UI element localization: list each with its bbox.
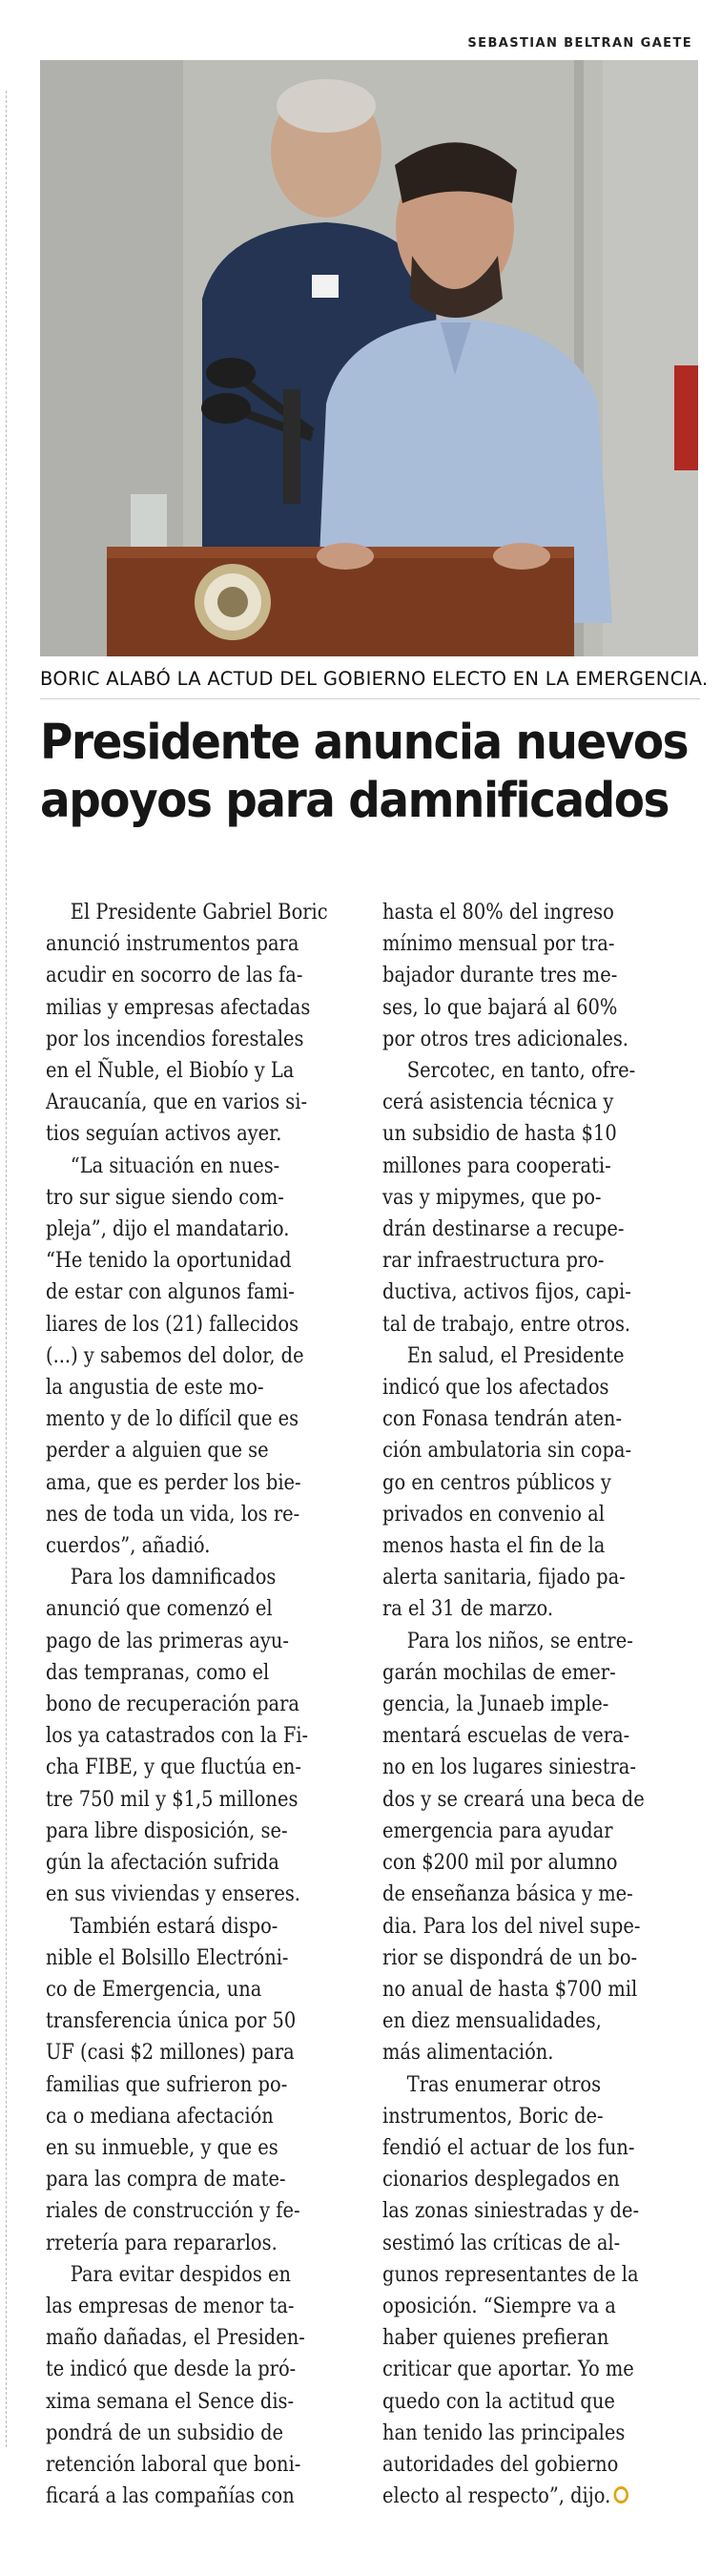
text-line: pondrá de un subsidio de: [46, 2420, 284, 2445]
text-line: haber quienes prefieran: [382, 2325, 609, 2351]
text-line: de estar con algunos fami-: [46, 1279, 295, 1305]
text-line: drán destinarse a recupe-: [382, 1216, 625, 1242]
text-line: “He tenido la oportunidad: [46, 1248, 292, 1274]
text-line: criticar que aportar. Yo me: [382, 2357, 634, 2382]
text-line: mento y de lo difícil que es: [46, 1406, 299, 1432]
text-line: nes de toda un vida, los re-: [46, 1501, 300, 1527]
text-line-last: [382, 2481, 643, 2512]
text-line: cuerdos”, añadió.: [46, 1533, 211, 1559]
text-line: ción ambulatoria sin copa-: [382, 1438, 632, 1464]
text-line: tal de trabajo, entre otros.: [382, 1311, 631, 1337]
text-line: autoridades del gobierno: [382, 2451, 619, 2477]
closing-text: electo al respecto”, dijo.: [382, 2483, 611, 2509]
text-line: rior se dispondrá de un bo-: [382, 1944, 638, 1970]
text-line: bajador durante tres me-: [382, 963, 618, 988]
text-line: retención laboral que boni-: [46, 2451, 301, 2477]
text-line: cerá asistencia técnica y: [382, 1090, 614, 1115]
text-line: menos hasta el fin de la: [382, 1533, 606, 1559]
text-line: liares de los (21) fallecidos: [46, 1311, 299, 1337]
text-line: dia. Para los del nivel supe-: [382, 1913, 641, 1939]
text-line: anunció que comenzó el: [46, 1596, 273, 1622]
text-line: tro sur sigue siendo com-: [46, 1184, 284, 1210]
text-line: por otros tres adicionales.: [382, 1026, 628, 1051]
text-line: Para los niños, se entre-: [406, 1628, 633, 1653]
text-line: la angustia de este mo-: [46, 1375, 264, 1401]
text-line: go en centros públicos y: [382, 1469, 611, 1495]
text-line: tre 750 mil y $1,5 millones: [46, 1786, 299, 1812]
text-line: ca o mediana afectación: [46, 2103, 274, 2129]
text-line: cha FIBE, y que fluctúa en-: [46, 1755, 301, 1780]
text-line: (...) y sabemos del dolor, de: [46, 1342, 304, 1368]
text-line: fendió el actuar de los fun-: [382, 2134, 635, 2160]
text-line: oposición. “Siempre va a: [382, 2293, 616, 2318]
text-line: las empresas de menor ta-: [46, 2293, 295, 2318]
text-line: los ya catastrados con la Fi-: [46, 1723, 309, 1749]
photo-illustration: [40, 60, 698, 656]
text-line: gencia, la Junaeb imple-: [382, 1692, 609, 1717]
text-line: han tenido las principales: [382, 2420, 626, 2445]
text-line: familias que sufrieron po-: [46, 2071, 288, 2097]
text-line: mínimo mensual por tra-: [382, 931, 615, 957]
end-of-article-icon: [614, 2486, 628, 2503]
text-line: transferencia única por 50: [46, 2008, 297, 2034]
text-line: cionarios desplegados en: [382, 2167, 620, 2192]
text-line: En salud, el Presidente: [406, 1342, 625, 1368]
text-line: en diez mensualidades,: [382, 2008, 602, 2034]
text-line: sestimó las críticas de al-: [382, 2230, 621, 2255]
text-line: ficará a las compañías con: [46, 2483, 295, 2509]
text-line: “La situación en nues-: [70, 1153, 280, 1178]
text-line: indicó que los afectados: [382, 1375, 609, 1401]
caption-rule: [40, 698, 700, 699]
text-line: Para evitar despidos en: [70, 2261, 292, 2287]
text-line: ses, lo que bajará al 60%: [382, 994, 618, 1020]
text-line: millones para cooperati-: [382, 1153, 611, 1178]
text-line: vas y mipymes, que po-: [382, 1184, 602, 1210]
text-line: rar infraestructura pro-: [382, 1248, 605, 1274]
text-line: las zonas siniestradas y de-: [382, 2198, 640, 2224]
text-line: riales de construcción y fe-: [46, 2198, 300, 2224]
text-line: no en los lugares siniestra-: [382, 1755, 636, 1780]
text-line: También estará dispo-: [70, 1913, 278, 1939]
text-line: xima semana el Sence dis-: [46, 2388, 295, 2414]
text-line: por los incendios forestales: [46, 1026, 304, 1051]
headline-line: Presidente anuncia nuevos: [40, 715, 689, 771]
text-line: nible el Bolsillo Electróni-: [46, 1944, 289, 1970]
text-line: Sercotec, en tanto, ofre-: [406, 1058, 636, 1084]
text-line: de enseñanza básica y me-: [382, 1881, 633, 1907]
text-line: para las compra de mate-: [46, 2167, 286, 2192]
text-line: anunció instrumentos para: [46, 931, 299, 957]
text-line: gunos representantes de la: [382, 2261, 639, 2287]
text-line: garán mochilas de emer-: [382, 1659, 616, 1685]
headline-line: apoyos para damnificados: [40, 773, 669, 829]
text-line: El Presidente Gabriel Boric: [70, 900, 328, 924]
text-line: perder a alguien que se: [46, 1438, 269, 1464]
text-line: mentará escuelas de vera-: [382, 1723, 630, 1749]
text-line: Araucanía, que en varios si-: [46, 1090, 308, 1115]
news-photo: [40, 60, 698, 656]
text-line: hasta el 80% del ingreso: [382, 900, 614, 924]
article-column-left: [46, 897, 328, 2512]
text-line: tios seguían activos ayer.: [46, 1121, 282, 1147]
text-line: instrumentos, Boric de-: [382, 2103, 604, 2129]
text-line: rretería para repararlos.: [46, 2230, 278, 2255]
text-line: Tras enumerar otros: [406, 2071, 602, 2097]
text-line: ama, que es perder los bie-: [46, 1469, 301, 1495]
text-line: pleja”, dijo el mandatario.: [46, 1216, 290, 1242]
text-line: te indicó que desde la pró-: [46, 2357, 297, 2382]
text-line: emergencia para ayudar: [382, 1818, 613, 1843]
text-line: no anual de hasta $700 mil: [382, 1976, 638, 2002]
text-line: ra el 31 de marzo.: [382, 1596, 554, 1622]
text-line: en el Ñuble, el Biobío y La: [46, 1058, 295, 1084]
text-line: ductiva, activos fijos, capi-: [382, 1279, 631, 1305]
text-line: Para los damnificados: [70, 1565, 277, 1590]
text-line: quedo con la actitud que: [382, 2388, 615, 2414]
text-line: das tempranas, como el: [46, 1659, 270, 1685]
text-line: privados en convenio al: [382, 1501, 605, 1527]
text-line: milias y empresas afectadas: [46, 994, 311, 1020]
text-line: en su inmueble, y que es: [46, 2134, 278, 2160]
text-line: con $200 mil por alumno: [382, 1850, 618, 1876]
page-edge-line: [6, 91, 8, 2447]
text-line: un subsidio de hasta $10: [382, 1121, 617, 1147]
text-line: más alimentación.: [382, 2040, 554, 2066]
text-line: gún la afectación sufrida: [46, 1850, 279, 1876]
text-line: para libre disposición, se-: [46, 1818, 288, 1843]
photo-credit: SEBASTIAN BELTRAN GAETE: [467, 36, 692, 51]
text-line: con Fonasa tendrán aten-: [382, 1406, 623, 1432]
text-line: UF (casi $2 millones) para: [46, 2040, 295, 2066]
text-line: dos y se creará una beca de: [382, 1786, 645, 1812]
text-line: alerta sanitaria, fijado pa-: [382, 1565, 626, 1590]
text-line: en sus viviendas y enseres.: [46, 1881, 300, 1907]
text-line: pago de las primeras ayu-: [46, 1628, 289, 1653]
text-line: acudir en socorro de las fa-: [46, 963, 303, 988]
text-line: maño dañadas, el Presiden-: [46, 2325, 305, 2351]
article-column-right: [382, 897, 643, 2512]
text-line: co de Emergencia, una: [46, 1976, 262, 2002]
text-line: bono de recuperación para: [46, 1692, 300, 1717]
headline: [40, 714, 689, 830]
photo-caption: BORIC ALABÓ LA ACTUD DEL GOBIERNO ELECTO EN LA EMERGENCIA.: [40, 668, 709, 690]
